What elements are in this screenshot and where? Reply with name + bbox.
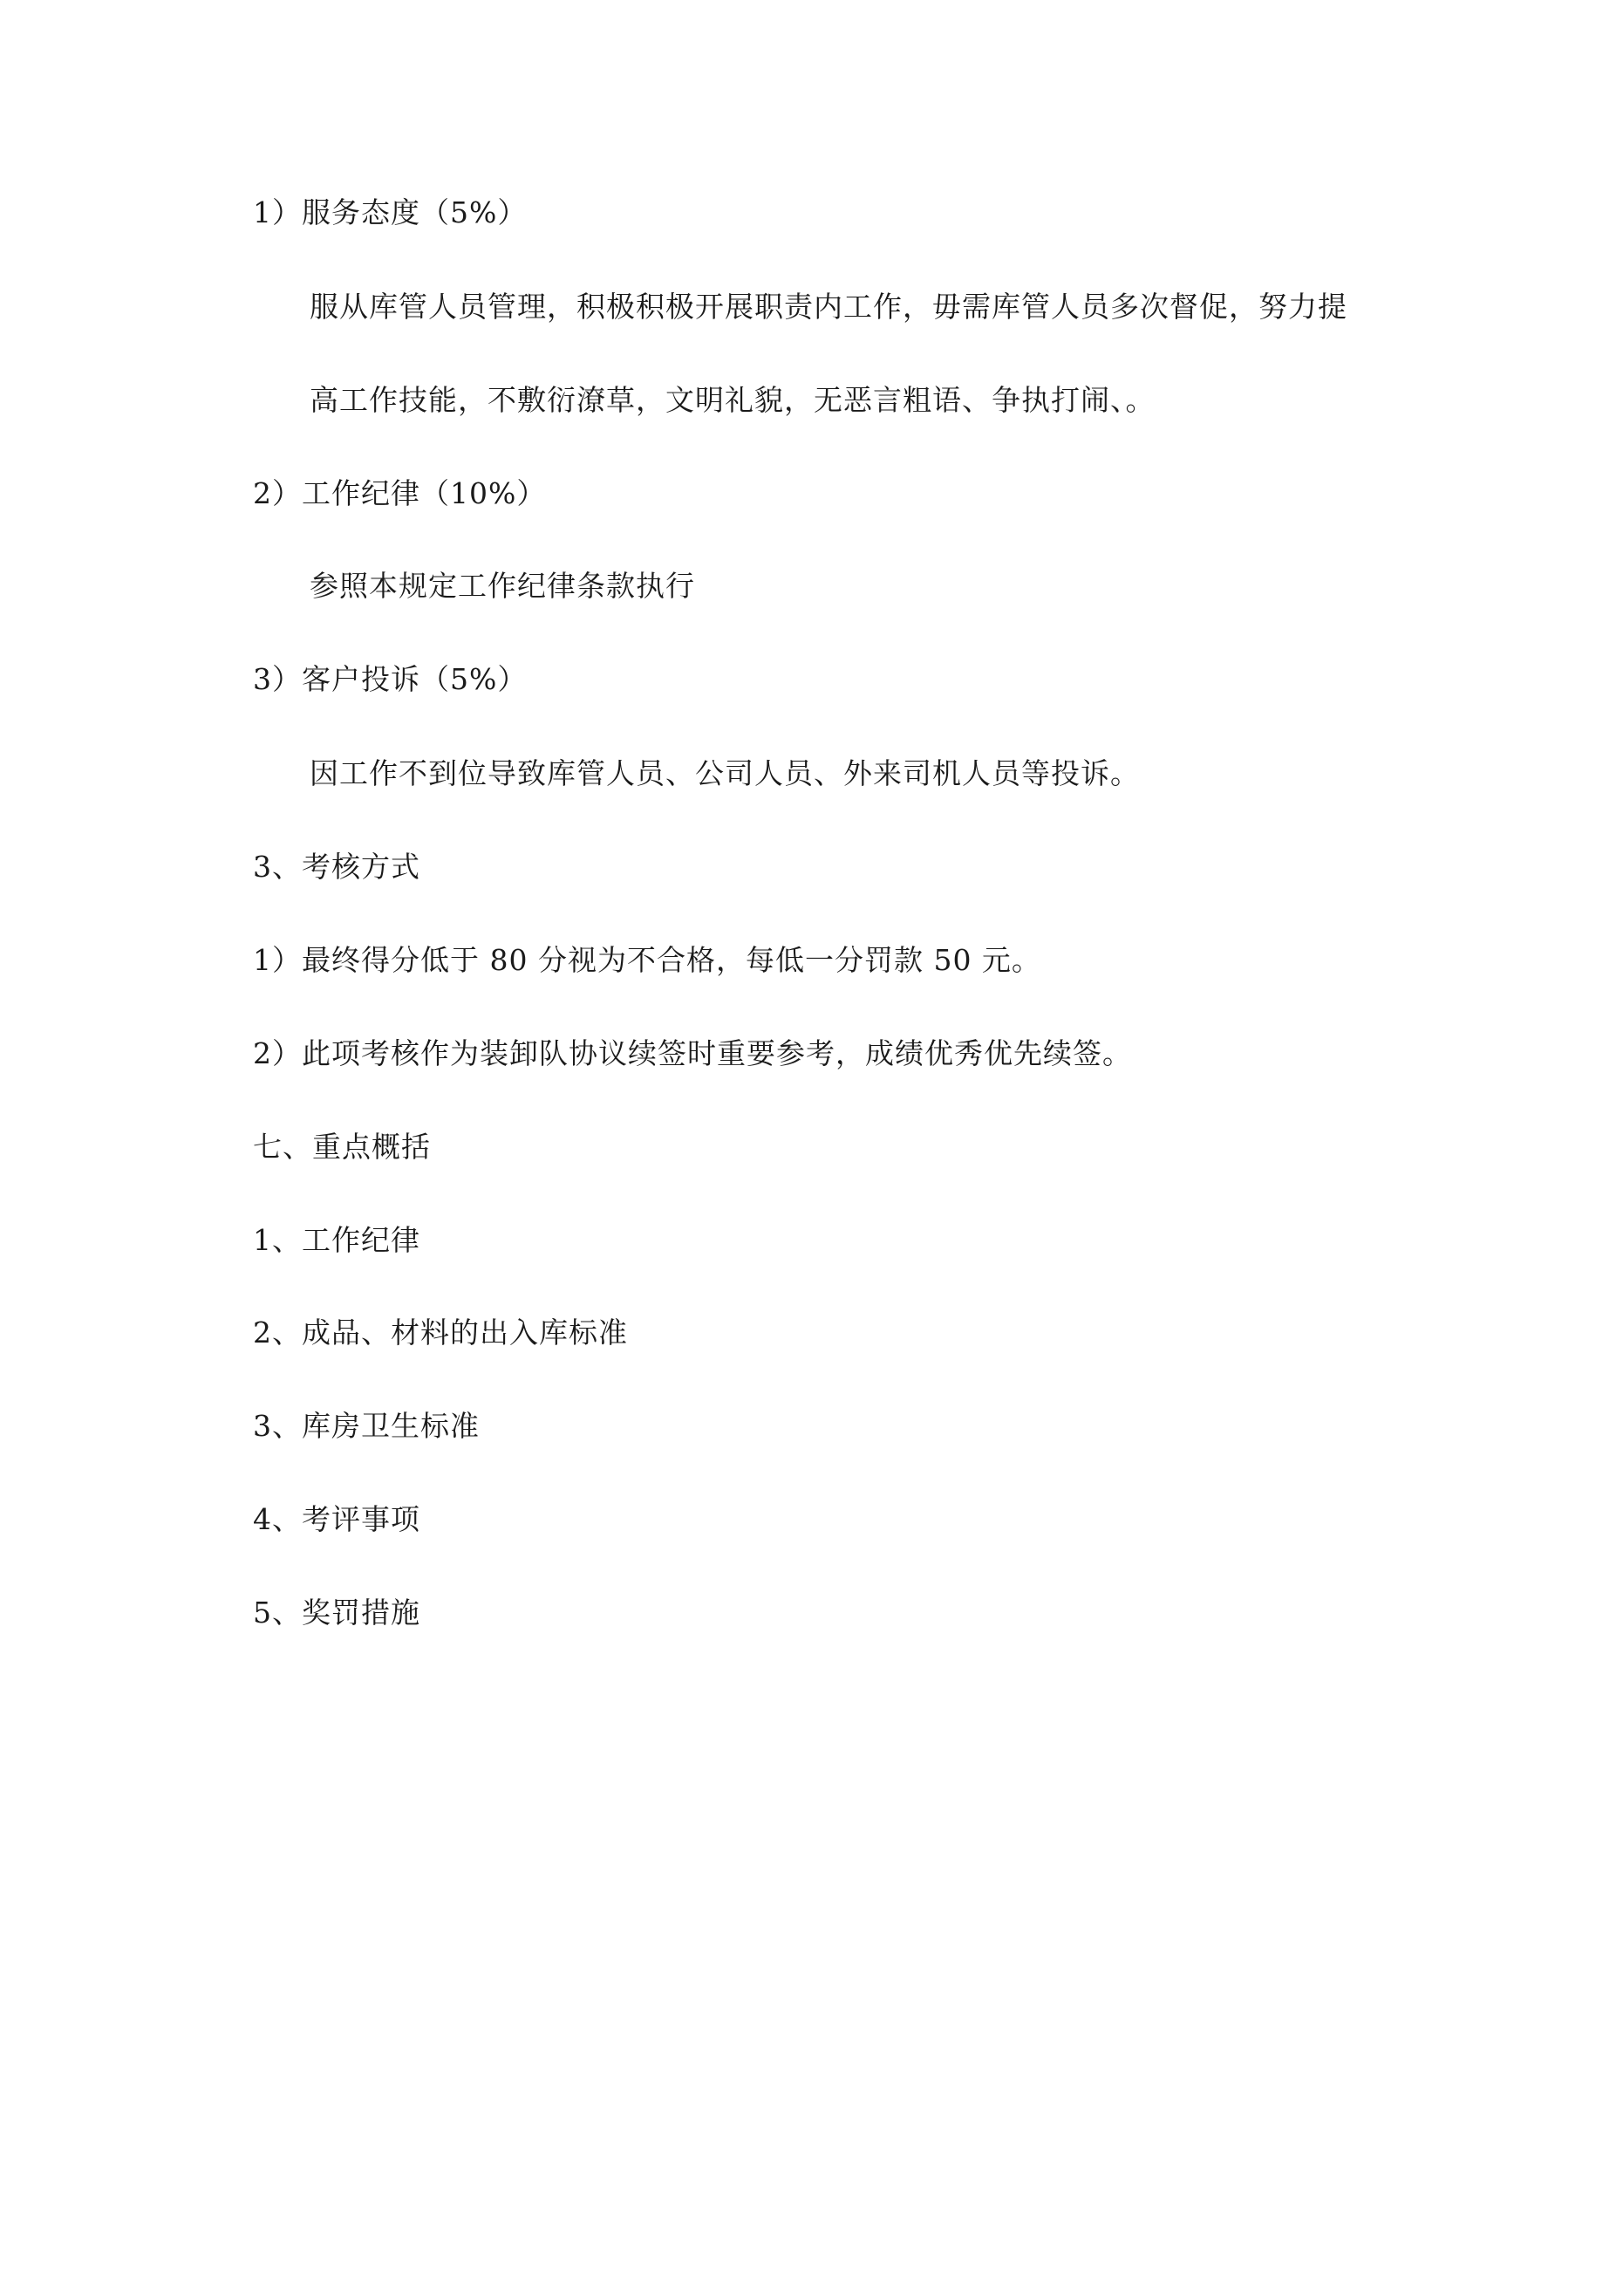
- summary-item-3: 3、库房卫生标准: [253, 1409, 480, 1443]
- item-work-discipline: 2）工作纪律（10%）: [253, 476, 547, 510]
- work-discipline-text: 参照本规定工作纪律条款执行: [310, 569, 695, 603]
- assessment-rule-2: 2）此项考核作为装卸队协议续签时重要参考，成绩优秀优先续签。: [253, 1036, 1132, 1070]
- summary-item-5: 5、奖罚措施: [253, 1596, 420, 1630]
- item-customer-complaints: 3）客户投诉（5%）: [253, 662, 528, 696]
- assessment-rule-1: 1）最终得分低于 80 分视为不合格，每低一分罚款 50 元。: [253, 943, 1041, 977]
- section-key-summary: 七、重点概括: [253, 1130, 431, 1164]
- item-service-attitude: 1）服务态度（5%）: [253, 195, 528, 229]
- section-assessment-method: 3、考核方式: [253, 850, 420, 884]
- service-attitude-text-line-1: 服从库管人员管理，积极积极开展职责内工作，毋需库管人员多次督促，努力提: [310, 290, 1347, 324]
- summary-item-1: 1、工作纪律: [253, 1223, 420, 1257]
- customer-complaints-text: 因工作不到位导致库管人员、公司人员、外来司机人员等投诉。: [310, 756, 1140, 790]
- service-attitude-text-line-2: 高工作技能，不敷衍潦草，文明礼貌，无恶言粗语、争执打闹、。: [310, 383, 1156, 417]
- summary-item-2: 2、成品、材料的出入库标准: [253, 1315, 628, 1350]
- summary-item-4: 4、考评事项: [253, 1502, 420, 1536]
